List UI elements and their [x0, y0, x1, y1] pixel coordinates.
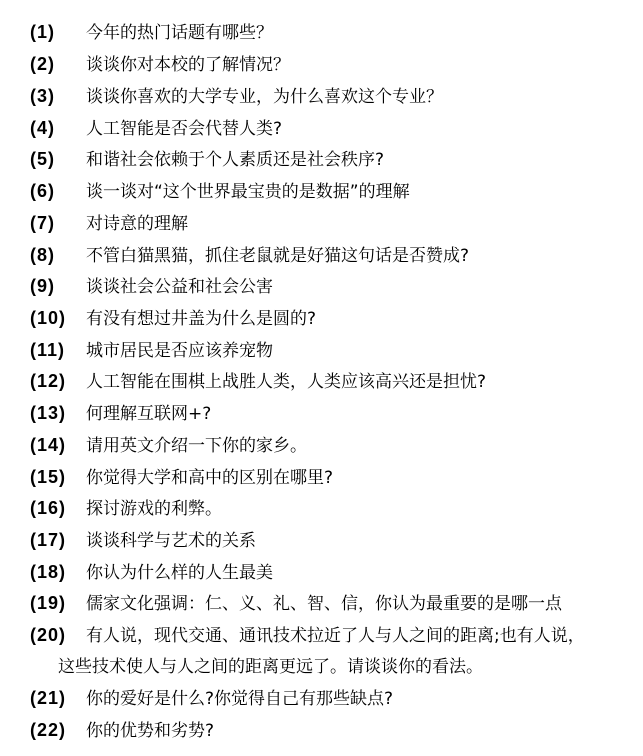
question-number: (7) [30, 213, 55, 233]
question-item [30, 621, 585, 649]
question-text-continuation: 这些技术使人与人之间的距离更远了。请谈谈你的看法。 [58, 657, 483, 677]
question-number: (10) [30, 308, 67, 328]
question-item [30, 589, 562, 617]
question-text: 城市居民是否应该养宠物 [86, 341, 273, 361]
question-number: (12) [30, 371, 67, 391]
question-item [30, 272, 273, 300]
question-text: 谈一谈对“这个世界最宝贵的是数据”的理解 [86, 182, 410, 202]
question-number: (6) [30, 181, 55, 201]
question-number: (5) [30, 149, 55, 169]
question-item [30, 145, 384, 173]
question-text: 儒家文化强调：仁、义、礼、智、信，你认为最重要的是哪一点 [86, 594, 562, 614]
question-item [30, 304, 316, 332]
question-item [30, 399, 211, 427]
question-text: 请用英文介绍一下你的家乡。 [86, 436, 307, 456]
question-text: 你觉得大学和高中的区别在哪里? [86, 468, 334, 488]
question-text: 人工智能是否会代替人类? [86, 119, 283, 139]
question-item [30, 494, 222, 522]
question-item [30, 18, 273, 46]
question-number: (3) [30, 86, 55, 106]
question-number: (18) [30, 562, 67, 582]
question-number: (1) [30, 22, 55, 42]
question-item [30, 177, 410, 205]
question-number: (20) [30, 625, 67, 645]
question-text: 有没有想过井盖为什么是圆的? [86, 309, 317, 329]
question-number: (13) [30, 403, 67, 423]
question-item [30, 463, 333, 491]
question-item [30, 241, 469, 269]
question-number: (16) [30, 498, 67, 518]
question-item [30, 431, 307, 459]
question-text: 人工智能在围棋上战胜人类，人类应该高兴还是担忧? [86, 372, 487, 392]
question-text: 你的爱好是什么?你觉得自己有那些缺点? [86, 689, 394, 709]
question-number: (2) [30, 54, 55, 74]
question-text: 谈谈你喜欢的大学专业，为什么喜欢这个专业？ [86, 87, 443, 107]
question-number: (11) [30, 340, 66, 360]
question-text: 探讨游戏的利弊。 [86, 499, 222, 519]
question-text: 不管白猫黑猫，抓住老鼠就是好猫这句话是否赞成? [86, 246, 470, 266]
question-number: (17) [30, 530, 67, 550]
question-item [30, 336, 273, 364]
question-number: (9) [30, 276, 55, 296]
question-text: 有人说，现代交通、通讯技术拉近了人与人之间的距离;也有人说， [86, 626, 585, 646]
question-text: 你认为什么样的人生最美 [86, 563, 273, 583]
question-item [30, 209, 188, 237]
question-text: 今年的热门话题有哪些？ [86, 23, 273, 43]
question-item [30, 82, 443, 110]
question-item [30, 50, 290, 78]
question-item [30, 114, 282, 142]
question-text: 谈谈社会公益和社会公害 [86, 277, 273, 297]
question-text: 谈谈你对本校的了解情况？ [86, 55, 290, 75]
question-number: (8) [30, 245, 55, 265]
question-item [30, 558, 273, 586]
question-item [30, 684, 393, 712]
question-text: 和谐社会依赖于个人素质还是社会秩序? [86, 150, 385, 170]
question-text: 谈谈科学与艺术的关系 [86, 531, 256, 551]
question-text: 何理解互联网+? [86, 404, 212, 424]
question-number: (19) [30, 593, 67, 613]
question-item [30, 716, 214, 744]
question-item [30, 367, 486, 395]
question-number: (21) [30, 688, 67, 708]
question-text: 对诗意的理解 [86, 214, 188, 234]
question-item [30, 526, 256, 554]
question-number: (4) [30, 118, 55, 138]
question-number: (22) [30, 720, 67, 740]
question-text: 你的优势和劣势? [86, 721, 215, 741]
question-number: (14) [30, 435, 67, 455]
question-number: (15) [30, 467, 67, 487]
